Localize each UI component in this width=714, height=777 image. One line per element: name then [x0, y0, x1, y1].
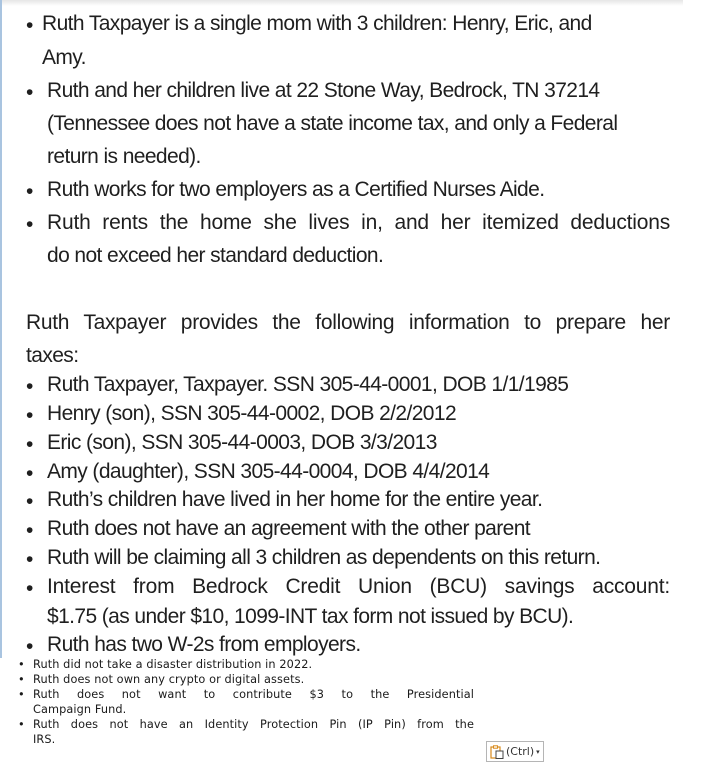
list-item-continuation: [0, 733, 480, 748]
bullet-icon: •: [26, 375, 33, 398]
list-item-continuation: return is needed).: [47, 145, 201, 168]
list-item-text: Campaign Fund.: [33, 703, 127, 716]
bullet-icon: •: [26, 81, 33, 104]
list-item: Ruth Taxpayer, Taxpayer. SSN 305-44-0001, DOB 1/1/1985: [47, 373, 569, 396]
list-item: Amy (daughter), SSN 305-44-0004, DOB 4/4/2014: [47, 460, 490, 483]
intro-paragraph-continuation: taxes:: [26, 344, 79, 367]
list-item: Ruth’s children have lived in her home for the entire year.: [47, 488, 543, 511]
list-item-text: IRS.: [33, 733, 56, 746]
bullet-icon: •: [18, 673, 25, 686]
list-item-continuation: (Tennessee does not have a state income tax, and only a Federal: [47, 112, 618, 135]
list-item-text: Ruth did not take a disaster distribution in 2022.: [33, 658, 313, 671]
list-item: Henry (son), SSN 305-44-0002, DOB 2/2/2012: [47, 402, 457, 425]
list-item: Ruth has two W-2s from employers.: [47, 633, 361, 656]
list-item-text: Ruth does not have an Identity Protection Pin (IP Pin) from the: [33, 718, 474, 731]
list-item-continuation: Amy.: [42, 46, 86, 69]
clipboard-paste-icon: [490, 745, 504, 759]
paste-options-button[interactable]: [486, 741, 544, 762]
list-item: Ruth will be claiming all 3 children as dependents on this return.: [47, 546, 601, 569]
list-item: [0, 688, 480, 703]
list-item: [0, 673, 480, 688]
bullet-icon: •: [26, 180, 33, 203]
bullet-icon: •: [26, 404, 33, 427]
list-item: Ruth works for two employers as a Certified Nurses Aide.: [47, 178, 545, 201]
list-item-text: Ruth does not own any crypto or digital assets.: [33, 673, 305, 686]
list-item: [0, 718, 480, 733]
list-item-continuation: $1.75 (as under $10, 1099-INT tax form not issued by BCU).: [47, 605, 574, 628]
bullet-icon: •: [26, 14, 33, 37]
list-item-text: Ruth does not want to contribute $3 to the Presidential: [33, 688, 474, 701]
list-item-continuation: do not exceed her standard deduction.: [47, 244, 384, 267]
intro-paragraph: Ruth Taxpayer provides the following information to prepare her: [26, 311, 670, 334]
list-item: Ruth rents the home she lives in, and her itemized deductions: [47, 211, 670, 234]
list-item: Ruth Taxpayer is a single mom with 3 children: Henry, Eric, and: [42, 12, 592, 35]
bullet-icon: •: [26, 519, 33, 542]
bullet-icon: •: [18, 658, 25, 671]
list-item: Eric (son), SSN 305-44-0003, DOB 3/3/2013: [47, 431, 437, 454]
bullet-icon: •: [18, 688, 25, 701]
paste-options-label: (Ctrl): [506, 745, 535, 758]
chevron-down-icon: ▾: [536, 747, 540, 756]
bullet-icon: •: [26, 213, 33, 236]
list-item: Ruth and her children live at 22 Stone Way, Bedrock, TN 37214: [47, 79, 600, 102]
bullet-icon: •: [26, 490, 33, 513]
bullet-icon: •: [18, 718, 25, 731]
bullet-icon: •: [26, 577, 33, 600]
list-item-continuation: [0, 703, 480, 718]
bullet-icon: •: [26, 462, 33, 485]
list-item: [0, 658, 480, 673]
list-item: Interest from Bedrock Credit Union (BCU) savings account:: [47, 575, 670, 598]
list-item: Ruth does not have an agreement with the other parent: [47, 517, 531, 540]
bullet-icon: •: [26, 548, 33, 571]
image-top-edge: [2, 0, 683, 6]
bullet-icon: •: [26, 433, 33, 456]
bullet-icon: •: [26, 635, 33, 658]
